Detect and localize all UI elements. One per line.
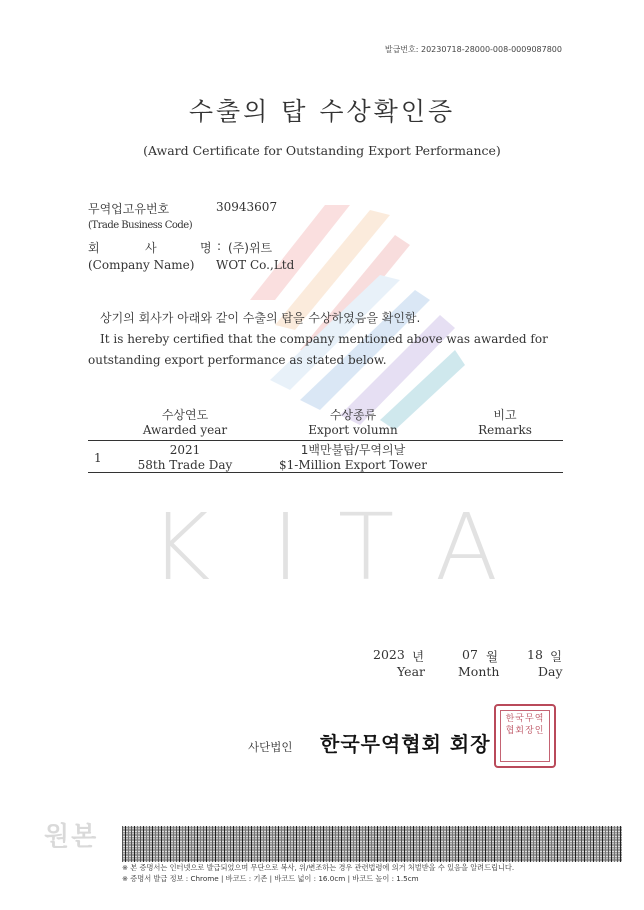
- date-month-ko: 월: [486, 649, 499, 664]
- header-ko: 수상연도: [161, 408, 209, 422]
- original-mark-text: 원본: [44, 821, 99, 852]
- header-ko: 비고: [493, 408, 517, 422]
- table-bottom-rule: [88, 472, 563, 473]
- company-name-ko: (주)위트: [228, 241, 273, 255]
- statement-en-line1: It is hereby certified that the company mentioned above was awarded for: [100, 332, 548, 346]
- row-year-value: 2021: [169, 443, 201, 457]
- date-month-en: Month: [458, 664, 500, 679]
- row-type-ko: 1백만불탑/무역의날: [300, 443, 406, 457]
- footer-notice: ※ 본 증명서는 인터넷으로 발급되었으며 무단으로 복사, 위/변조하는 경우 관련법령에 의거 처벌받을 수 있음을 알려드립니다.: [122, 863, 515, 872]
- date-day-en: Day: [538, 664, 563, 679]
- watermark-letter: K: [150, 494, 211, 601]
- kita-watermark: [150, 494, 510, 601]
- statement-ko: 상기의 회사가 아래와 같이 수출의 탑을 수상하였음을 확인함.: [100, 311, 421, 325]
- seal-text: 한국무역협회장인: [500, 710, 550, 762]
- date-day: 18: [527, 647, 543, 662]
- row-type: [268, 443, 438, 473]
- official-seal: [494, 704, 556, 768]
- trade-code-value: 30943607: [216, 200, 278, 214]
- table-header-rule: [88, 440, 563, 441]
- row-trade-day: 58th Trade Day: [137, 458, 233, 472]
- row-number: 1: [94, 451, 102, 465]
- date-year-en: Year: [397, 664, 425, 679]
- certificate-subtitle: (Award Certificate for Outstanding Export Performance): [143, 143, 501, 158]
- original-mark: [44, 817, 118, 851]
- company-label-en: (Company Name): [88, 258, 195, 272]
- watermark-letter: A: [435, 494, 498, 601]
- statement: [88, 308, 562, 371]
- header-remarks: [440, 406, 570, 437]
- company-label-char: 명: [200, 241, 212, 255]
- watermark-letter: T: [338, 494, 395, 601]
- header-export-volumn: [288, 406, 418, 437]
- header-en: Export volumn: [308, 423, 398, 437]
- header-en: Awarded year: [142, 423, 228, 437]
- security-barcode: [122, 826, 622, 862]
- trade-code-label-en: (Trade Business Code): [88, 220, 193, 231]
- company-label-char: 회: [88, 241, 100, 255]
- trade-code-label: 무역업고유번호: [88, 202, 170, 216]
- issue-number: 발급번호: 20230718-28000-008-0009087800: [384, 45, 562, 54]
- header-ko: 수상종류: [329, 408, 377, 422]
- watermark-letter: I: [272, 494, 300, 601]
- date-year: 2023: [373, 647, 405, 662]
- certificate-title: 수출의 탑 수상확인증: [188, 97, 456, 126]
- date-day-ko: 일: [550, 649, 563, 664]
- issuer-prefix: 사단법인: [248, 740, 293, 754]
- company-colon: :: [217, 239, 222, 253]
- company-name-en: WOT Co.,Ltd: [216, 258, 295, 272]
- footer-issue-info: ※ 증명서 발급 정보 : Chrome | 바코드 : 기존 | 바코드 넓이 : 16.0cm | 바코드 높이 : 1.5cm: [122, 874, 419, 883]
- date-year-ko: 년: [412, 649, 425, 664]
- issuer-name: 한국무역협회 회장: [320, 732, 491, 756]
- row-year: [120, 443, 250, 473]
- header-en: Remarks: [478, 423, 532, 437]
- statement-en-line2: outstanding export performance as stated below.: [88, 353, 387, 367]
- row-type-en: $1-Million Export Tower: [279, 458, 427, 472]
- header-awarded-year: [120, 406, 250, 437]
- company-label-char: 사: [145, 241, 157, 255]
- date-month: 07: [462, 647, 478, 662]
